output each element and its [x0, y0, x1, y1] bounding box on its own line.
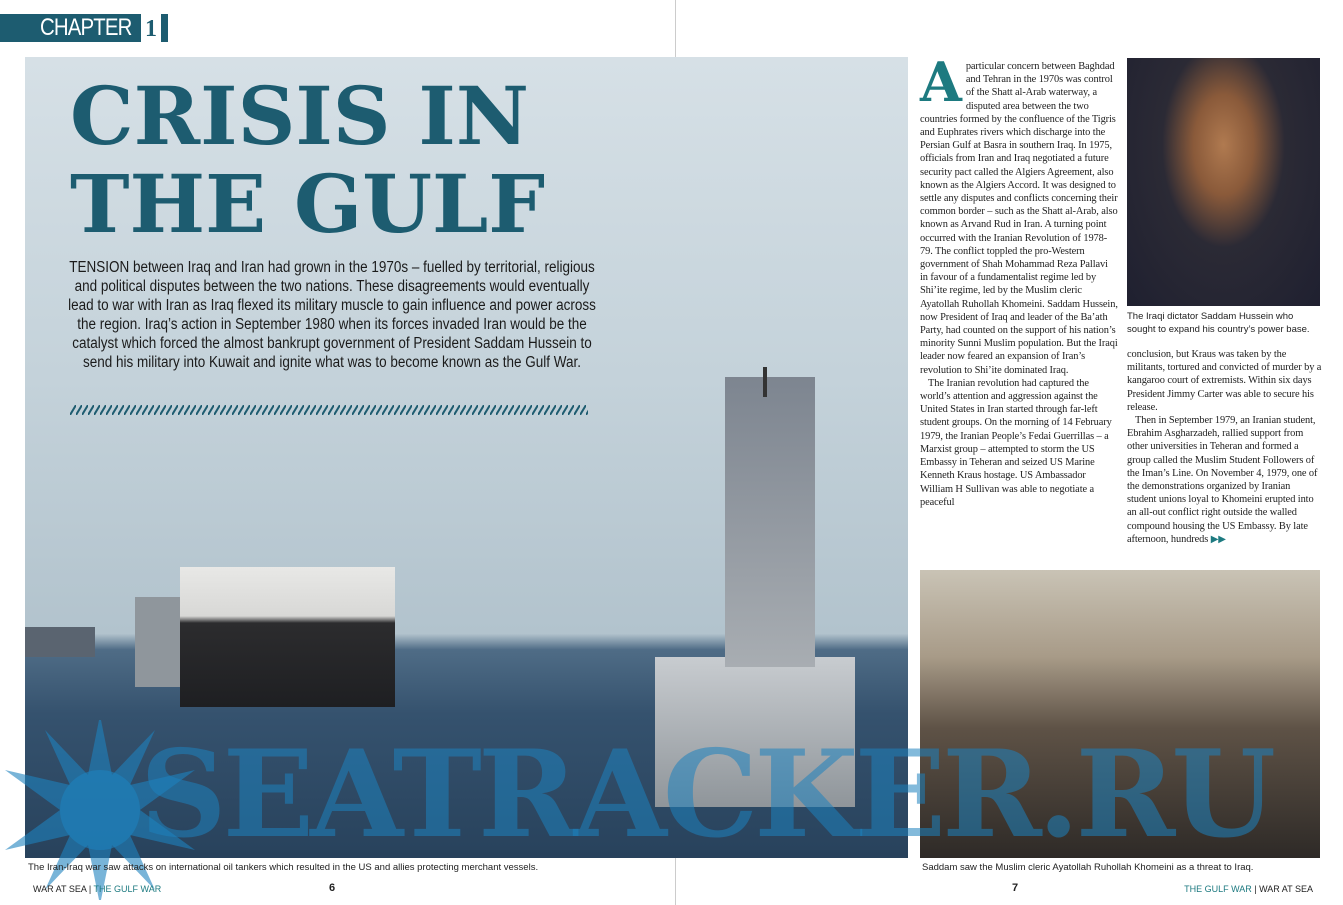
chapter-number: 1: [141, 14, 161, 42]
footer-left: WAR AT SEA | THE GULF WAR: [33, 884, 162, 894]
watermark: SEATRACKER.RU: [140, 724, 1272, 865]
drop-cap: A: [920, 50, 962, 114]
paragraph: particular concern between Baghdad and Tehran in the 1970s was control of the Shatt al-Arab waterway, a disputed area between the two countries formed by the confluence of the Tigris and Euphrates rivers which discharge into the Persian Gulf at Basra in southern Iraq. In 1975, officials from Iran and Iraq negotiated a future security pact called the Algiers Agreement, also known as the Algiers Accord. It was designed to settle any disputes and conflicts concerning their common border – such as the Shatt al-Arab, also known as Arvand Rud in Iran. A turning point occurred with the Iranian Revolution of 1978-79. The conflict toppled the pro-Western government of Shah Mohammad Reza Pallavi in favour of a fundamentalist regime led by Shi’ite regime, led by the Muslim cleric Ayatollah Ruhollah Khomeini. Saddam Hussein, now President of Iraq and leader of the Ba’ath Party, had counted on the support of his nation’s minority Sunni Muslim population. But the Iraqi leader now feared an expansion of Iran’s revolution to Shi’ite dominated Iraq.: [920, 61, 1118, 376]
paragraph: conclusion, but Kraus was taken by the militants, tortured and convicted of murder by a kangaroo court of extremists. Within six days President Jimmy Carter was able to secure his release.: [1127, 349, 1322, 413]
page-number-right: 7: [1012, 882, 1019, 894]
footer-section: THE GULF WAR: [1184, 884, 1252, 894]
page-title: [70, 69, 630, 252]
khomeini-caption: Saddam saw the Muslim cleric Ayatollah Ruhollah Khomeini as a threat to Iraq.: [922, 862, 1254, 873]
title-line-1: CRISIS IN: [70, 69, 529, 163]
chapter-banner: [0, 14, 168, 42]
chapter-bar: [161, 14, 168, 42]
warships-caption: The Iran-Iraq war saw attacks on international oil tankers which resulted in the US and allies protecting merchant vessels.: [28, 862, 539, 873]
footer-magazine: WAR AT SEA: [33, 884, 87, 894]
footer-magazine: WAR AT SEA: [1259, 884, 1313, 894]
chapter-label: CHAPTER: [40, 14, 132, 41]
continue-arrow-icon: ▶▶: [1210, 533, 1226, 545]
intro-text: TENSION between Iraq and Iran had grown in the 1970s – fuelled by territorial, religious and political disputes between the two nations. These disagreements would eventually lead to war with Iran as Iraq flexed its military muscle to gain influence and power across the region. Iraq’s action in September 1980 when its forces invaded Iran would be the catalyst which forced the almost bankrupt government of President Saddam Hussein to send his military into Kuwait and ignite what was to become known as the Gulf War.: [68, 259, 596, 371]
article-column-2: [1127, 348, 1322, 546]
zigzag-divider: [70, 405, 588, 415]
footer-section: THE GULF WAR: [93, 884, 162, 894]
paragraph: The Iranian revolution had captured the world’s attention and aggression against the United States in Iran started through far-left student groups. On the morning of 14 February 1979, the Iranian People’s Fedai Guerrillas – a Marxist group – attempted to storm the US Embassy in Teheran and seized US Marine Kenneth Kraus hostage. US Ambassador William H Sullivan was able to negotiate a peaceful: [920, 377, 1112, 508]
paragraph: Then in September 1979, an Iranian student, Ebrahim Asgharzadeh, rallied support from other universities in Teheran and formed a group called the Muslim Student Followers of the Iman’s Line. On November 4, 1979, one of the demonstrations organized by Iranian student unions loyal to Khomeini erupted into an all-out conflict right outside the walled compound housing the US Embassy. By late afternoon, hundreds: [1127, 415, 1318, 545]
saddam-caption: The Iraqi dictator Saddam Hussein who sought to expand his country’s power base.: [1127, 311, 1310, 335]
article-column-1: [920, 50, 1118, 509]
saddam-hussein-photo: [1127, 58, 1320, 306]
footer-right: THE GULF WAR | WAR AT SEA: [1184, 884, 1313, 894]
title-line-2: THE GULF: [70, 157, 546, 251]
page-number-left: 6: [329, 882, 336, 894]
